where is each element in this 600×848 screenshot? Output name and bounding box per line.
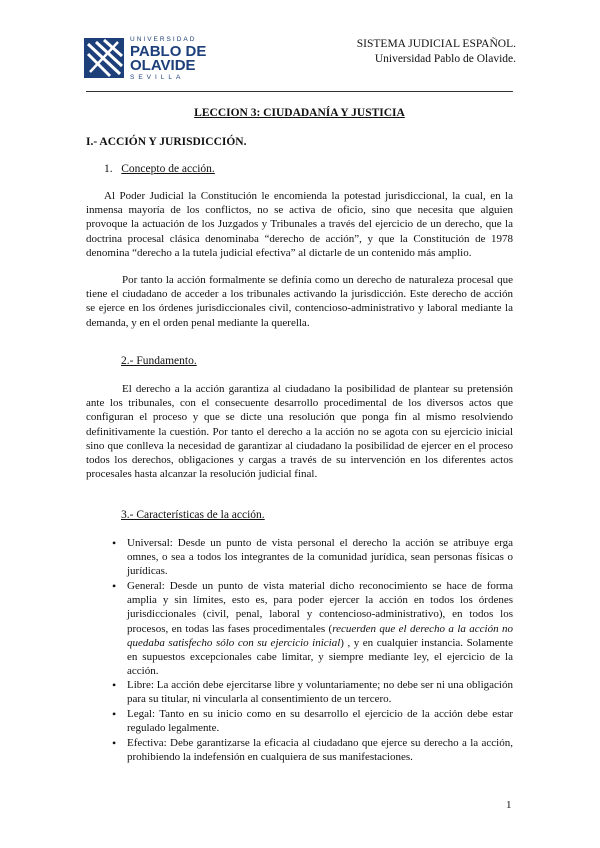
- bullet-universal: • Universal: Desde un punto de vista personal el derecho la acción se atribuye erga omnes, o sea a todos los integrantes de la comunidad jurídica, sean personas físicas o jurídicas.: [127, 536, 513, 579]
- bullet-general-text-1: General: Desde un punto de vista material dicho reconocimiento se hace de forma amplia y sin límites, esto es, para poder ejercer la acción en todos los órdenes jurisdiccionales (civil, penal, laboral y contencioso-administrativo), en todos los procesos, en todas las fases procedimentales (: [127, 580, 513, 635]
- section-title: I.- ACCIÓN Y JURISDICCIÓN.: [86, 136, 247, 148]
- header-divider: [86, 91, 513, 92]
- subsection-3-label: 3.- Características de la acción.: [121, 509, 265, 521]
- subsection-2-label: 2.- Fundamento.: [121, 355, 197, 367]
- subsection-1-number: 1.: [104, 163, 113, 175]
- university-logo: [84, 34, 234, 82]
- subsection-3-heading: [121, 509, 265, 521]
- lesson-title: LECCION 3: CIUDADANÍA Y JUSTICIA: [194, 107, 405, 119]
- paragraph-2: Por tanto la acción formalmente se definía como un derecho de naturaleza procesal que tiene el ciudadano de acceder a los tribunales activando la jurisdicción. Este derecho de acción se ejerce en los órdenes jurisdiccionales civil, contencioso-administrativo y laboral mediante la demanda, y en el orden penal mediante la querella.: [86, 274, 513, 329]
- bullet-general-text-2: ) , y en cualquier instancia. Solamente en supuestos excepcionales cabe limitar, y siempre mediante ley, el ejercicio de la acción.: [127, 636, 513, 678]
- page-number: 1: [506, 799, 512, 811]
- bullet-legal: • Legal: Tanto en su inicio como en su desarrollo el ejercicio de la acción debe estar regulado legalmente.: [127, 707, 513, 735]
- subsection-1-heading: [104, 163, 215, 175]
- logo-line-3: OLAVIDE: [130, 57, 196, 74]
- logo-line-1: UNIVERSIDAD: [130, 36, 197, 43]
- bullet-libre: • Libre: La acción debe ejercitarse libre y voluntariamente; no debe ser ni una obligación para su titular, ni vincularla al consentimiento de un tercero.: [127, 678, 513, 706]
- header-university: Universidad Pablo de Olavide.: [374, 53, 516, 65]
- logo-line-4: SEVILLA: [130, 74, 185, 81]
- paragraph-3: El derecho a la acción garantiza al ciudadano la posibilidad de plantear su pretensión ante los tribunales, con el consecuente desarrollo procedimental de los diversos actos que configuran el proceso y que se dicte una resolución que ponga fin al mismo resolviendo definitivamente la cuestión. Por tanto el derecho a la acción no se agota con su ejercicio inicial sino que conlleva la necesidad de garantizar al ciudadano la posibilidad de ejercer en el proceso todos los derechos, obligaciones y cargas a través de su intervención en los diferentes actos procesales hasta alcanzar la resolución judicial final.: [86, 383, 513, 481]
- subsection-1-label: Concepto de acción.: [121, 163, 215, 175]
- bullet-efectiva: • Efectiva: Debe garantizarse la eficacia al ciudadano que ejerce su derecho a la acción, prohibiendo la indefensión en cualquiera de sus manifestaciones.: [127, 736, 513, 764]
- header-course: SISTEMA JUDICIAL ESPAÑOL.: [356, 38, 516, 50]
- subsection-2-heading: [121, 355, 197, 367]
- bullet-general: [127, 579, 513, 678]
- paragraph-1: Al Poder Judicial la Constitución le encomienda la potestad jurisdiccional, la cual, en la inmensa mayoría de los conflictos, no se activa de oficio, sino que necesita que alguien provoque la actuación de los Juzgados y Tribunales a través del ejercicio de un derecho, que la doctrina procesal clásica denominaba “derecho de acción”, y que la Constitución de 1978 denomina “derecho a la tutela judicial efectiva” al dictarle de un contenido más amplio.: [86, 190, 513, 259]
- bullet-general-italic: recuerden que el derecho a la acción no quedaba satisfecho sólo con su ejercicio inicial: [127, 622, 513, 649]
- logo-line-2: PABLO DE: [130, 43, 207, 60]
